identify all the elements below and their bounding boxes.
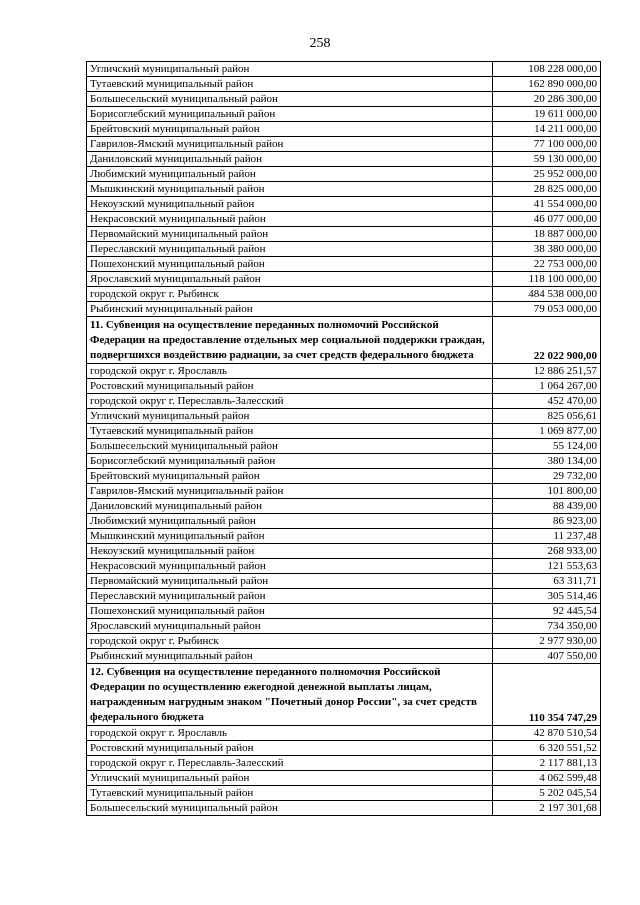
amount-cell: 162 890 000,00: [493, 77, 601, 92]
table-row: [87, 62, 601, 77]
amount-cell: 2 117 881,13: [493, 756, 601, 771]
amount-cell: 14 211 000,00: [493, 122, 601, 137]
table-row: [87, 424, 601, 439]
recipient-name: Некрасовский муниципальный район: [87, 212, 493, 227]
table-row: [87, 439, 601, 454]
recipient-name: Ростовский муниципальный район: [87, 379, 493, 394]
amount-cell: 28 825 000,00: [493, 182, 601, 197]
recipient-name: Мышкинский муниципальный район: [87, 529, 493, 544]
table-row: [87, 394, 601, 409]
table-row: [87, 756, 601, 771]
table-row: [87, 242, 601, 257]
amount-cell: 6 320 551,52: [493, 741, 601, 756]
recipient-name: городской округ г. Переславль-Залесский: [87, 756, 493, 771]
table-row: [87, 786, 601, 801]
amount-cell: 63 311,71: [493, 574, 601, 589]
recipient-name: городской округ г. Рыбинск: [87, 287, 493, 302]
amount-cell: 484 538 000,00: [493, 287, 601, 302]
amount-cell: 268 933,00: [493, 544, 601, 559]
amount-cell: 1 069 877,00: [493, 424, 601, 439]
amount-cell: 86 923,00: [493, 514, 601, 529]
amount-cell: 20 286 300,00: [493, 92, 601, 107]
recipient-name: Переславский муниципальный район: [87, 589, 493, 604]
amount-cell: 825 056,61: [493, 409, 601, 424]
table-row: [87, 379, 601, 394]
table-row: [87, 167, 601, 182]
recipient-name: Любимский муниципальный район: [87, 167, 493, 182]
table-row: [87, 634, 601, 649]
recipient-name: Угличский муниципальный район: [87, 62, 493, 77]
amount-cell: 46 077 000,00: [493, 212, 601, 227]
amount-cell: 42 870 510,54: [493, 726, 601, 741]
amount-cell: 101 800,00: [493, 484, 601, 499]
recipient-name: Ростовский муниципальный район: [87, 741, 493, 756]
page-number: 258: [309, 36, 331, 51]
recipient-name: Борисоглебский муниципальный район: [87, 107, 493, 122]
table-row: [87, 469, 601, 484]
amount-cell: 452 470,00: [493, 394, 601, 409]
table-row: [87, 227, 601, 242]
amount-cell: 79 053 000,00: [493, 302, 601, 317]
recipient-name: Угличский муниципальный район: [87, 409, 493, 424]
table-row: [87, 741, 601, 756]
recipient-name: Пошехонский муниципальный район: [87, 257, 493, 272]
recipient-name: городской округ г. Переславль-Залесский: [87, 394, 493, 409]
table-row: [87, 137, 601, 152]
recipient-name: Угличский муниципальный район: [87, 771, 493, 786]
section-title: 11. Субвенция на осуществление переданных полномочий Российской Федерации на предоставление отдельных мер социальной поддержки граждан, подвергшихся воздействию радиации, за счет средств федерального бюджета: [87, 317, 493, 364]
section-header-row: [87, 317, 601, 364]
amount-cell: 12 886 251,57: [493, 364, 601, 379]
recipient-name: Даниловский муниципальный район: [87, 152, 493, 167]
amount-cell: 18 887 000,00: [493, 227, 601, 242]
table-row: [87, 771, 601, 786]
recipient-name: Некрасовский муниципальный район: [87, 559, 493, 574]
recipient-name: Переславский муниципальный район: [87, 242, 493, 257]
amount-cell: 77 100 000,00: [493, 137, 601, 152]
table-row: [87, 589, 601, 604]
subsidy-table: [86, 61, 601, 816]
amount-cell: 407 550,00: [493, 649, 601, 664]
amount-cell: 55 124,00: [493, 439, 601, 454]
table-row: [87, 619, 601, 634]
recipient-name: Брейтовский муниципальный район: [87, 122, 493, 137]
table-row: [87, 77, 601, 92]
table-row: [87, 544, 601, 559]
recipient-name: Рыбинский муниципальный район: [87, 302, 493, 317]
amount-cell: 2 197 301,68: [493, 801, 601, 816]
amount-cell: 380 134,00: [493, 454, 601, 469]
table-row: [87, 272, 601, 287]
recipient-name: Первомайский муниципальный район: [87, 574, 493, 589]
amount-cell: 4 062 599,48: [493, 771, 601, 786]
recipient-name: Брейтовский муниципальный район: [87, 469, 493, 484]
recipient-name: Первомайский муниципальный район: [87, 227, 493, 242]
recipient-name: Пошехонский муниципальный район: [87, 604, 493, 619]
table-row: [87, 801, 601, 816]
section-title: 12. Субвенция на осуществление переданного полномочия Российской Федерации по осуществлению ежегодной денежной выплаты лицам, награжденным нагрудным знаком "Почетный донор России", за счет средств федерального бюджета: [87, 664, 493, 726]
section-header-row: [87, 664, 601, 726]
recipient-name: Рыбинский муниципальный район: [87, 649, 493, 664]
table-row: [87, 107, 601, 122]
recipient-name: Некоузский муниципальный район: [87, 544, 493, 559]
recipient-name: Даниловский муниципальный район: [87, 499, 493, 514]
subsidy-table-body: [87, 62, 601, 816]
amount-cell: 38 380 000,00: [493, 242, 601, 257]
amount-cell: 734 350,00: [493, 619, 601, 634]
amount-cell: 92 445,54: [493, 604, 601, 619]
table-row: [87, 726, 601, 741]
recipient-name: Тутаевский муниципальный район: [87, 786, 493, 801]
table-row: [87, 152, 601, 167]
amount-cell: 121 553,63: [493, 559, 601, 574]
table-row: [87, 514, 601, 529]
table-row: [87, 302, 601, 317]
recipient-name: городской округ г. Рыбинск: [87, 634, 493, 649]
table-row: [87, 559, 601, 574]
table-row: [87, 212, 601, 227]
amount-cell: 118 100 000,00: [493, 272, 601, 287]
recipient-name: Тутаевский муниципальный район: [87, 77, 493, 92]
amount-cell: 108 228 000,00: [493, 62, 601, 77]
table-row: [87, 364, 601, 379]
section-total: 22 022 900,00: [493, 317, 601, 364]
amount-cell: 59 130 000,00: [493, 152, 601, 167]
amount-cell: 305 514,46: [493, 589, 601, 604]
amount-cell: 41 554 000,00: [493, 197, 601, 212]
recipient-name: Ярославский муниципальный район: [87, 272, 493, 287]
recipient-name: Мышкинский муниципальный район: [87, 182, 493, 197]
recipient-name: городской округ г. Ярославль: [87, 726, 493, 741]
recipient-name: Большесельский муниципальный район: [87, 92, 493, 107]
recipient-name: Некоузский муниципальный район: [87, 197, 493, 212]
recipient-name: Большесельский муниципальный район: [87, 801, 493, 816]
recipient-name: Гаврилов-Ямский муниципальный район: [87, 137, 493, 152]
recipient-name: городской округ г. Ярославль: [87, 364, 493, 379]
table-row: [87, 409, 601, 424]
recipient-name: Ярославский муниципальный район: [87, 619, 493, 634]
table-row: [87, 454, 601, 469]
amount-cell: 22 753 000,00: [493, 257, 601, 272]
amount-cell: 88 439,00: [493, 499, 601, 514]
table-row: [87, 122, 601, 137]
amount-cell: 29 732,00: [493, 469, 601, 484]
table-row: [87, 604, 601, 619]
recipient-name: Гаврилов-Ямский муниципальный район: [87, 484, 493, 499]
amount-cell: 25 952 000,00: [493, 167, 601, 182]
amount-cell: 2 977 930,00: [493, 634, 601, 649]
recipient-name: Любимский муниципальный район: [87, 514, 493, 529]
recipient-name: Борисоглебский муниципальный район: [87, 454, 493, 469]
table-row: [87, 92, 601, 107]
table-row: [87, 649, 601, 664]
table-row: [87, 499, 601, 514]
table-row: [87, 484, 601, 499]
table-row: [87, 182, 601, 197]
amount-cell: 5 202 045,54: [493, 786, 601, 801]
table-row: [87, 287, 601, 302]
section-total: 110 354 747,29: [493, 664, 601, 726]
recipient-name: Большесельский муниципальный район: [87, 439, 493, 454]
table-row: [87, 529, 601, 544]
amount-cell: 11 237,48: [493, 529, 601, 544]
table-row: [87, 257, 601, 272]
amount-cell: 19 611 000,00: [493, 107, 601, 122]
amount-cell: 1 064 267,00: [493, 379, 601, 394]
recipient-name: Тутаевский муниципальный район: [87, 424, 493, 439]
table-row: [87, 574, 601, 589]
table-row: [87, 197, 601, 212]
